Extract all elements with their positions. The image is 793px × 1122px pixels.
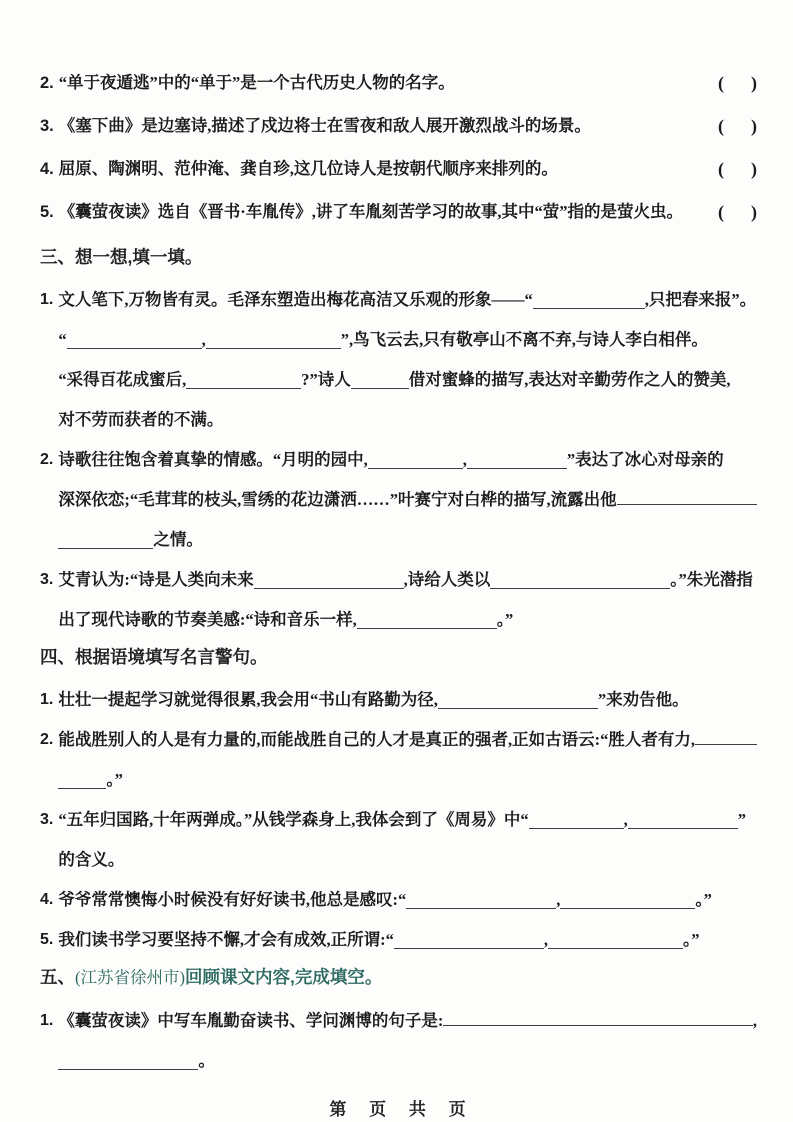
question-line xyxy=(58,400,757,440)
blank-line xyxy=(406,892,556,910)
question-line xyxy=(58,440,757,480)
blank-line xyxy=(58,772,106,790)
question-line xyxy=(58,1041,757,1081)
question-text: ”,鸟飞云去,只有敬亭山不离不弃,与诗人李白相伴。 xyxy=(340,330,708,349)
question-item xyxy=(40,880,757,920)
question-text: , xyxy=(623,810,628,829)
question-text: 壮壮一提起学习就觉得很累,我会用“书山有路勤为径, xyxy=(58,690,438,709)
section5-heading: 回顾课文内容,完成填空。 xyxy=(185,967,383,987)
section5-source: (江苏省徐州市) xyxy=(75,968,185,987)
question-text: 能战胜别人的人是有力量的,而能战胜自己的人才是真正的强者,正如古语云:“胜人者有力, xyxy=(58,730,695,749)
question-item xyxy=(40,920,757,960)
paren-open: ( xyxy=(718,159,724,179)
blank-line xyxy=(443,1009,753,1027)
question-text: 诗歌往往饱含着真挚的情感。“月明的园中, xyxy=(58,450,368,469)
question-text: 《塞下曲》是边塞诗,描述了戍边将士在雪夜和敌人展开激烈战斗的场景。 xyxy=(58,116,591,135)
blank-line xyxy=(206,332,341,350)
paren-open: ( xyxy=(718,116,724,136)
question-line xyxy=(58,680,757,720)
question-line xyxy=(58,720,757,760)
question-line xyxy=(58,320,757,360)
paren-close: ) xyxy=(751,159,757,179)
question-number: 1. xyxy=(40,291,54,308)
section5 xyxy=(40,1001,757,1081)
question-line xyxy=(58,560,757,600)
question-text: ,只把春来报”。 xyxy=(644,290,757,309)
question-text: 文人笔下,万物皆有灵。毛泽东塑造出梅花高洁又乐观的形象——“ xyxy=(58,290,533,309)
question-text: 。”朱光潜指 xyxy=(670,570,753,589)
question-text: 之情。 xyxy=(153,530,203,549)
question-text: 我们读书学习要坚持不懈,才会有成效,正所谓:“ xyxy=(58,930,394,949)
question-text: 艾青认为:“诗是人类向未来 xyxy=(58,570,254,589)
blank-line xyxy=(357,612,497,630)
question-item xyxy=(40,680,757,720)
blank-line xyxy=(351,372,409,390)
question-item xyxy=(40,70,757,96)
question-number: 3. xyxy=(40,811,54,828)
section4 xyxy=(40,680,757,960)
question-number: 3. xyxy=(40,571,54,588)
question-line xyxy=(58,360,757,400)
question-text: 。” xyxy=(496,610,514,629)
answer-parens xyxy=(708,156,757,182)
blank-line xyxy=(58,1053,198,1071)
question-item xyxy=(40,440,757,560)
question-text: “五年归国路,十年两弹成。”从钱学森身上,我体会到了《周易》中“ xyxy=(58,810,529,829)
question-number: 5. xyxy=(40,203,54,221)
section3 xyxy=(40,280,757,640)
question-text: 对不劳而获者的不满。 xyxy=(58,410,224,429)
question-item xyxy=(40,560,757,640)
answer-parens xyxy=(708,199,757,225)
question-body xyxy=(58,680,757,720)
question-number: 4. xyxy=(40,891,54,908)
question-text: 。” xyxy=(106,770,123,789)
question-text: 爷爷常常懊悔小时候没有好好读书,他总是感叹:“ xyxy=(58,890,407,909)
page-footer: 第 页 共 页 xyxy=(329,1100,468,1119)
section5-number: 五、 xyxy=(40,967,75,987)
blank-line xyxy=(186,372,301,390)
question-body xyxy=(58,1001,757,1081)
paren-close: ) xyxy=(751,202,757,222)
question-line xyxy=(58,480,757,520)
blank-line xyxy=(628,812,738,830)
blank-line xyxy=(529,812,624,830)
paren-open: ( xyxy=(718,73,724,93)
blank-line xyxy=(533,292,645,310)
question-text: , xyxy=(752,1011,757,1030)
question-line xyxy=(58,1001,757,1041)
question-line xyxy=(58,280,757,320)
question-body xyxy=(58,440,757,560)
question-line xyxy=(58,840,757,880)
question-number: 2. xyxy=(40,731,54,748)
question-number: 4. xyxy=(40,160,54,178)
answer-parens xyxy=(708,70,757,96)
blank-line xyxy=(67,332,202,350)
blank-line xyxy=(695,728,757,746)
answer-parens xyxy=(708,113,757,139)
question-text: ” xyxy=(737,810,746,829)
paren-close: ) xyxy=(751,116,757,136)
question-text: ?”诗人 xyxy=(301,370,351,389)
question-item xyxy=(40,720,757,800)
question-body xyxy=(58,800,757,880)
question-body xyxy=(58,280,757,440)
question-number: 2. xyxy=(40,74,54,92)
question-text: 。 xyxy=(198,1051,215,1070)
true-false-section xyxy=(40,70,757,225)
question-item xyxy=(40,199,757,225)
question-number: 3. xyxy=(40,117,54,135)
blank-line xyxy=(560,892,695,910)
question-body xyxy=(58,880,757,920)
paren-close: ) xyxy=(751,73,757,93)
question-text: , xyxy=(556,890,561,909)
question-text: , xyxy=(201,330,206,349)
question-item xyxy=(40,156,757,182)
question-item xyxy=(40,1001,757,1081)
blank-line xyxy=(254,572,404,590)
question-line xyxy=(58,600,757,640)
question-text: “ xyxy=(58,330,67,349)
question-number: 1. xyxy=(40,691,54,708)
question-text: ”表达了冰心对母亲的 xyxy=(566,450,724,469)
question-text: 借对蜜蜂的描写,表达对辛勤劳作之人的赞美, xyxy=(408,370,731,389)
question-text: ,诗给人类以 xyxy=(403,570,491,589)
question-body xyxy=(58,560,757,640)
question-text: 。” xyxy=(682,930,700,949)
question-text: “采得百花成蜜后, xyxy=(58,370,187,389)
question-item xyxy=(40,280,757,440)
question-number: 2. xyxy=(40,451,54,468)
question-text: 《囊萤夜读》中写车胤勤奋读书、学问渊博的句子是: xyxy=(58,1011,444,1030)
question-text: “单于夜遁逃”中的“单于”是一个古代历史人物的名字。 xyxy=(58,73,455,92)
question-number: 1. xyxy=(40,1012,54,1029)
question-number: 5. xyxy=(40,931,54,948)
question-body xyxy=(58,720,757,800)
section3-title: 三、想一想,填一填。 xyxy=(40,247,203,267)
question-text: ”来劝告他。 xyxy=(597,690,689,709)
paren-open: ( xyxy=(718,202,724,222)
blank-line xyxy=(438,692,598,710)
question-item xyxy=(40,800,757,880)
blank-line xyxy=(467,452,567,470)
question-text: 。” xyxy=(695,890,712,909)
section5-title xyxy=(40,962,757,993)
question-line xyxy=(58,880,757,920)
question-text: 屈原、陶渊明、范仲淹、龚自珍,这几位诗人是按朝代顺序来排列的。 xyxy=(58,159,558,178)
question-text: , xyxy=(543,930,548,949)
question-line xyxy=(58,800,757,840)
question-line xyxy=(58,920,757,960)
blank-line xyxy=(617,488,757,506)
question-item xyxy=(40,113,757,139)
question-line xyxy=(58,760,757,800)
question-text: 《囊萤夜读》选自《晋书·车胤传》,讲了车胤刻苦学习的故事,其中“萤”指的是萤火虫。 xyxy=(58,202,684,221)
question-text: , xyxy=(462,450,467,469)
question-text: 出了现代诗歌的节奏美感:“诗和音乐一样, xyxy=(58,610,357,629)
question-text: 的含义。 xyxy=(58,850,125,869)
section4-title: 四、根据语境填写名言警句。 xyxy=(40,647,268,667)
blank-line xyxy=(368,452,463,470)
question-text: 深深依恋;“毛茸茸的枝头,雪绣的花边潇洒……”叶赛宁对白桦的描写,流露出他 xyxy=(58,490,617,509)
blank-line xyxy=(58,532,153,550)
question-line xyxy=(58,520,757,560)
question-body xyxy=(58,920,757,960)
blank-line xyxy=(394,932,544,950)
blank-line xyxy=(490,572,670,590)
blank-line xyxy=(548,932,683,950)
